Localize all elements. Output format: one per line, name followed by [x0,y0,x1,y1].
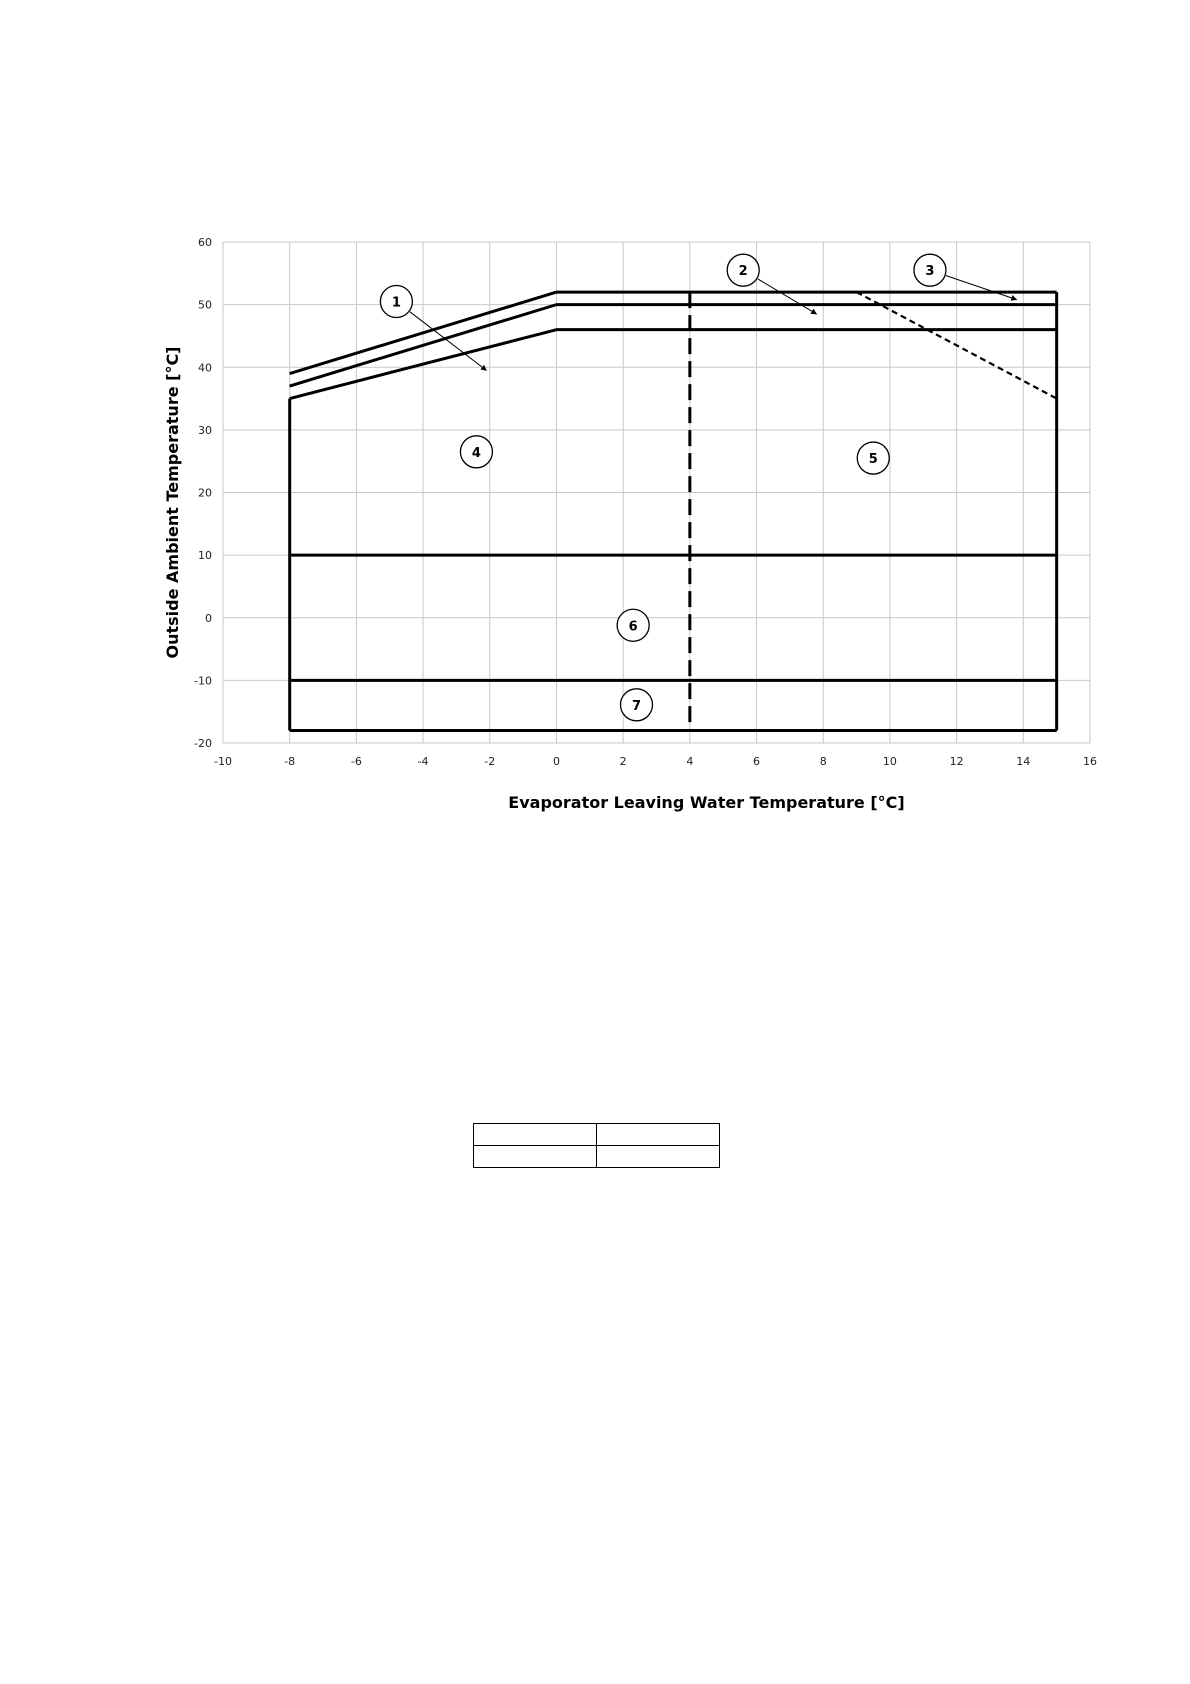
empty-table [473,1123,720,1168]
table-cell [597,1124,720,1146]
y-tick-label: 60 [198,236,212,249]
annotation-arrow [410,312,487,371]
annotation-label: 2 [738,264,748,280]
x-tick-label: 6 [753,755,761,768]
x-tick-label: -6 [350,755,362,768]
grid [223,242,1090,743]
annotation-label: 6 [628,619,638,635]
zone-annotations [380,254,1016,721]
table-row [474,1124,720,1146]
y-tick-label: -20 [194,737,212,750]
x-axis-title: Evaporator Leaving Water Temperature [°C] [508,793,905,812]
x-tick-label: -2 [484,755,496,768]
x-tick-label: 10 [882,755,897,768]
table-cell [597,1146,720,1168]
annotation-label: 4 [471,445,481,461]
annotation-label: 1 [391,295,401,311]
x-tick-label: -8 [284,755,296,768]
y-tick-label: 0 [205,611,212,625]
x-tick-labels [214,755,1097,768]
annotation-label: 5 [868,452,878,468]
y-tick-labels [194,236,212,750]
annotation-label: 7 [631,698,642,714]
x-tick-label: 12 [949,755,964,768]
series-lines [290,292,1057,730]
table-row [474,1146,720,1168]
table-cell [474,1124,597,1146]
y-axis-title: Outside Ambient Temperature [°C] [163,346,182,659]
x-tick-label: 0 [552,755,560,768]
y-tick-label: 40 [198,361,212,375]
y-tick-label: 20 [198,486,212,500]
x-tick-label: -10 [214,755,232,768]
series-line [290,330,1057,399]
annotation-label: 3 [925,264,935,280]
x-tick-label: 8 [819,755,827,768]
series-line [290,305,1057,386]
x-tick-label: 2 [619,755,627,768]
table-cell [474,1146,597,1168]
x-tick-label: 14 [1016,755,1031,768]
y-tick-label: -10 [194,674,212,688]
x-tick-label: -4 [417,755,429,768]
y-tick-label: 30 [198,423,212,437]
x-tick-label: 4 [686,755,694,768]
y-tick-label: 50 [198,298,212,312]
annotation-arrow [758,279,817,314]
y-tick-label: 10 [198,549,212,563]
x-tick-label: 16 [1083,755,1097,768]
